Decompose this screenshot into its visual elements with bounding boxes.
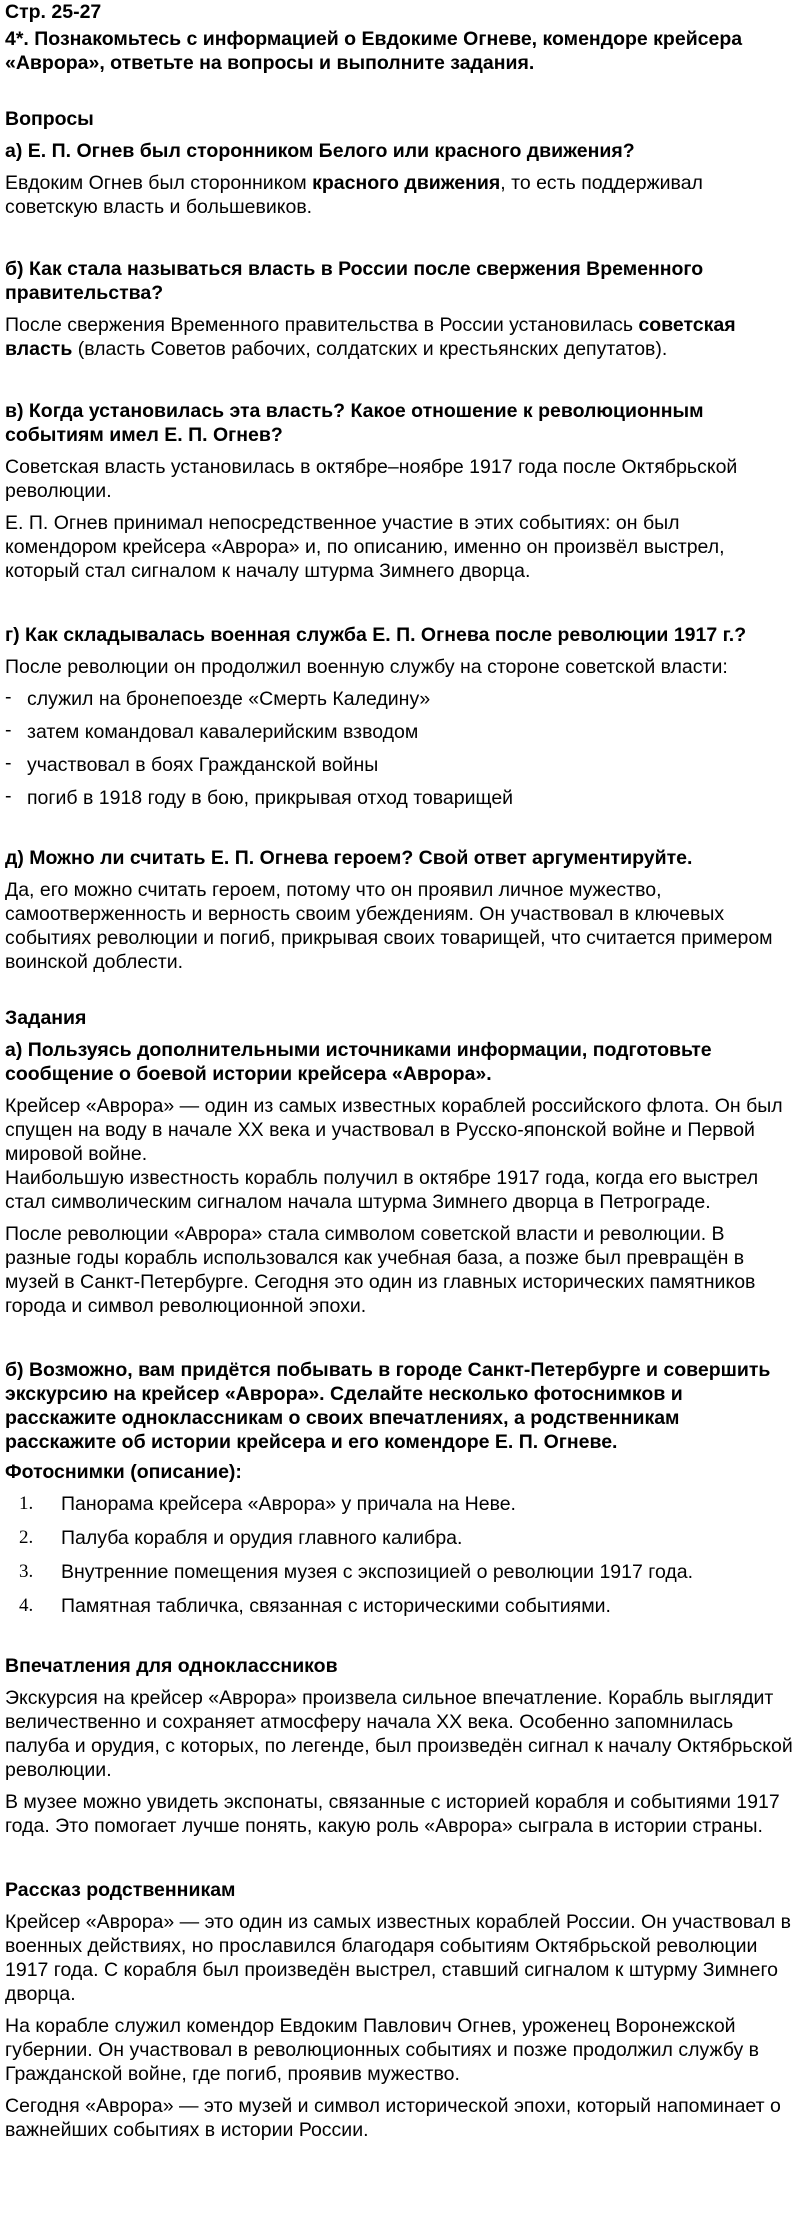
list-item: 2. Палуба корабля и орудия главного калибра.: [19, 1527, 463, 1549]
answer-g-intro: После революции он продолжил военную службу на стороне советской власти:: [5, 656, 728, 678]
question-b: б) Как стала называться власть в России после свержения Временного правительства?: [5, 258, 704, 304]
service-list: [5, 687, 795, 810]
relatives-heading: Рассказ родственникам: [5, 1879, 236, 1901]
impressions-paragraph-1: Экскурсия на крейсер «Аврора» произвела сильное впечатление. Корабль выглядит величественно и сохраняет атмосферу начала XX века. Особенно запомнилась палуба и орудия, с которых, по легенде, был произведён сигнал к началу Октябрьской революции.: [5, 1687, 793, 1781]
tasks-heading: Задания: [5, 1007, 87, 1029]
photos-list: [5, 1492, 795, 1618]
list-item: 3. Внутренние помещения музея с экспозицией о революции 1917 года.: [19, 1561, 693, 1583]
page-reference: Стр. 25-27: [5, 1, 102, 23]
list-item: - участвовал в боях Гражданской войны: [5, 753, 795, 777]
task-a-paragraph-2: Наибольшую известность корабль получил в октябре 1917 года, когда его выстрел стал символическим сигналом начала штурма Зимнего дворца в Петрограде.: [5, 1167, 759, 1213]
answer-a: Евдоким Огнев был сторонником красного движения, то есть поддерживал советскую власть и большевиков.: [5, 172, 703, 218]
photos-heading: Фотоснимки (описание):: [5, 1461, 242, 1483]
impressions-heading: Впечатления для одноклассников: [5, 1655, 338, 1677]
relatives-paragraph-3: Сегодня «Аврора» — это музей и символ исторической эпохи, который напоминает о важнейших событиях в истории России.: [5, 2095, 781, 2141]
list-item: 1. Панорама крейсера «Аврора» у причала на Неве.: [19, 1493, 516, 1515]
question-d: д) Можно ли считать Е. П. Огнева героем? Свой ответ аргументируйте.: [5, 847, 693, 869]
impressions-paragraph-2: В музее можно увидеть экспонаты, связанные с историей корабля и событиями 1917 года. Это помогает лучше понять, какую роль «Аврора» сыграла в истории страны.: [5, 1791, 780, 1837]
question-a: а) Е. П. Огнев был сторонником Белого или красного движения?: [5, 140, 635, 162]
list-item: 4. Памятная табличка, связанная с историческими событиями.: [19, 1595, 611, 1617]
task-a-paragraph-3: После революции «Аврора» стала символом советской власти и революции. В разные годы корабль использовался как учебная база, а позже был превращён в музей в Санкт-Петербурге. Сегодня это один из главных исторических памятников города и символ революционной эпохи.: [5, 1223, 756, 1317]
question-g: г) Как складывалась военная служба Е. П. Огнева после революции 1917 г.?: [5, 624, 747, 646]
question-v: в) Когда установилась эта власть? Какое отношение к революционным событиям имел Е. П. Огнев?: [5, 400, 704, 446]
task-title: 4*. Познакомьтесь с информацией о Евдокиме Огневе, комендоре крейсера «Аврора», ответьте на вопросы и выполните задания.: [5, 28, 743, 74]
task-a-paragraph-1: Крейсер «Аврора» — один из самых известных кораблей российского флота. Он был спущен на воду в начале XX века и участвовал в Русско-японской войне и Первой мировой войне.: [5, 1095, 783, 1165]
relatives-paragraph-1: Крейсер «Аврора» — это один из самых известных кораблей России. Он участвовал в военных действиях, но прославился благодаря событиям Октябрьской революции 1917 года. С корабля был произведён выстрел, ставший сигналом к штурму Зимнего дворца.: [5, 1911, 791, 2005]
answer-v-paragraph-1: Советская власть установилась в октябре–ноябре 1917 года после Октябрьской революции.: [5, 456, 738, 502]
relatives-paragraph-2: На корабле служил комендор Евдоким Павлович Огнев, уроженец Воронежской губернии. Он участвовал в революционных событиях и позже продолжил службу в Гражданской войне, где погиб, проявив мужество.: [5, 2015, 759, 2085]
task-a: а) Пользуясь дополнительными источниками информации, подготовьте сообщение о боевой истории крейсера «Аврора».: [5, 1039, 712, 1085]
list-item: - погиб в 1918 году в бою, прикрывая отход товарищей: [5, 786, 795, 810]
list-item: - служил на бронепоезде «Смерть Каледину»: [5, 687, 795, 711]
answer-v-paragraph-2: Е. П. Огнев принимал непосредственное участие в этих событиях: он был комендором крейсера «Аврора» и, по описанию, именно он произвёл выстрел, который стал сигналом к началу штурма Зимнего дворца.: [5, 512, 725, 582]
list-item: - затем командовал кавалерийским взводом: [5, 720, 795, 744]
answer-b: После свержения Временного правительства в России установилась советская власть (власть Советов рабочих, солдатских и крестьянских депутатов).: [5, 314, 736, 360]
task-b: б) Возможно, вам придётся побывать в городе Санкт-Петербурге и совершить экскурсию на крейсер «Аврора». Сделайте несколько фотоснимков и расскажите одноклассникам о своих впечатлениях, а родственникам расскажите об истории крейсера и его комендоре Е. П. Огневе.: [5, 1359, 771, 1453]
questions-heading: Вопросы: [5, 108, 94, 130]
answer-d: Да, его можно считать героем, потому что он проявил личное мужество, самоотверженность и верность своим убеждениям. Он участвовал в ключевых событиях революции и погиб, прикрывая своих товарищей, что считается примером воинской доблести.: [5, 879, 773, 973]
